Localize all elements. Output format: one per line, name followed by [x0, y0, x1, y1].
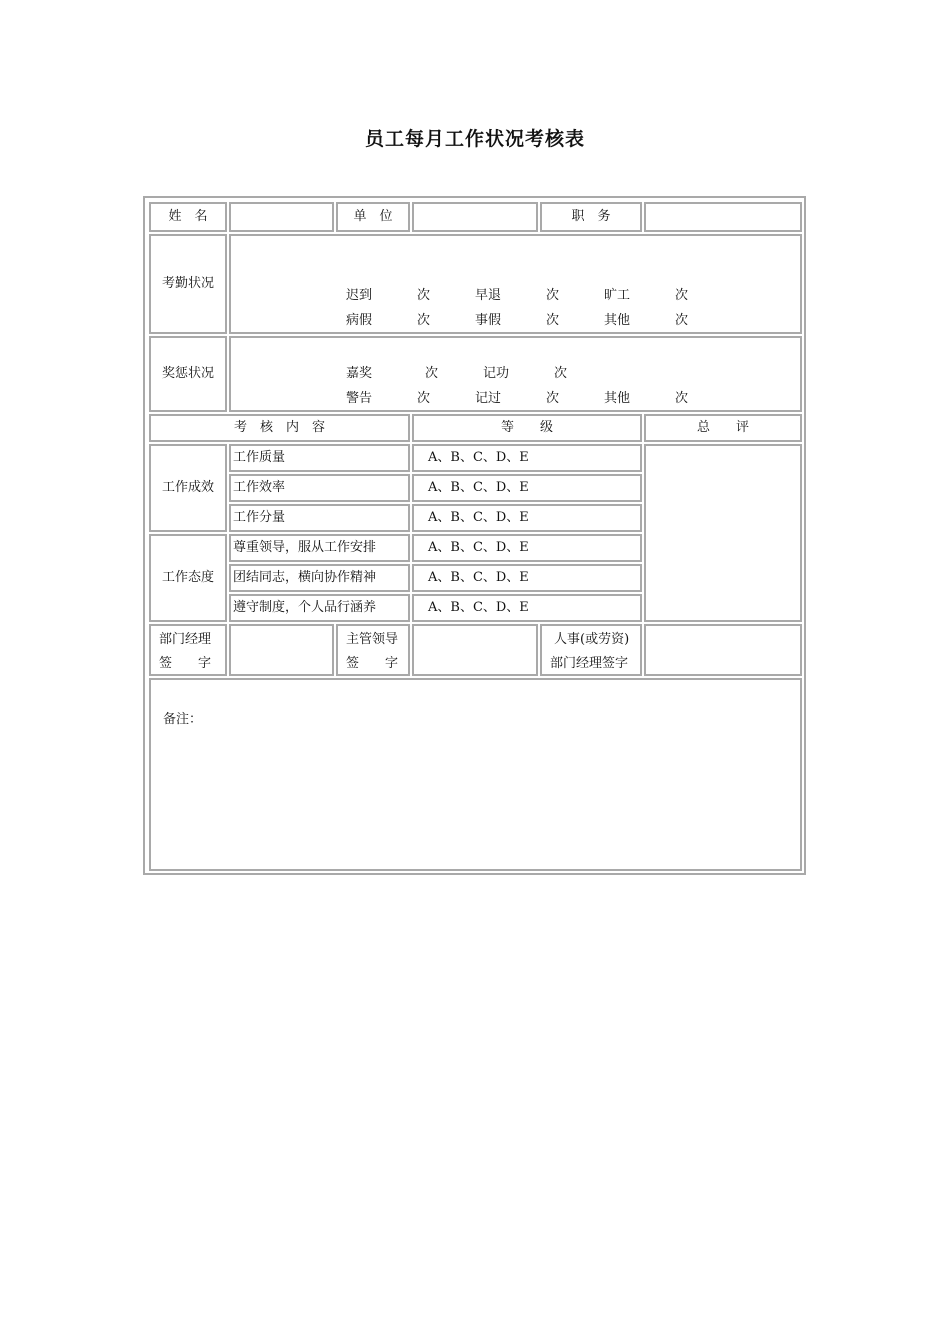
attitude-label: 工作态度: [149, 534, 227, 622]
overall-evaluation-field[interactable]: [644, 444, 802, 622]
hr-label: [540, 624, 642, 676]
grade-quality[interactable]: A、B、C、D、E: [412, 444, 642, 472]
absent-times: 次: [675, 288, 689, 303]
hr-line2: 部门经理签字: [550, 656, 629, 671]
attitude-item-conduct: 遵守制度，个人品行涵养: [229, 594, 410, 622]
absent-label: 旷工: [604, 288, 631, 303]
supervisor-signature[interactable]: [412, 624, 538, 676]
grade-efficiency[interactable]: A、B、C、D、E: [412, 474, 642, 502]
hr-line1: 人事(或劳资): [554, 632, 630, 647]
rewards-label: 奖惩状况: [149, 336, 227, 412]
commendation-times: 次: [425, 366, 439, 381]
assessment-form: [143, 196, 806, 875]
attitude-item-teamwork: 团结同志，横向协作精神: [229, 564, 410, 592]
hr-signature[interactable]: [644, 624, 802, 676]
demerit-label: 记过: [475, 391, 502, 406]
attendance-cell[interactable]: [229, 234, 802, 334]
grade-respect[interactable]: A、B、C、D、E: [412, 534, 642, 562]
attendance-label: 考勤状况: [149, 234, 227, 334]
grade-workload[interactable]: A、B、C、D、E: [412, 504, 642, 532]
warning-label: 警告: [346, 391, 373, 406]
performance-item-workload: 工作分量: [229, 504, 410, 532]
personal-leave-label: 事假: [475, 313, 502, 328]
late-times: 次: [417, 288, 431, 303]
remarks-label: 备注：: [163, 712, 203, 727]
early-leave-label: 早退: [475, 288, 502, 303]
attitude-item-respect: 尊重领导，服从工作安排: [229, 534, 410, 562]
content-header: 考 核 内 容: [149, 414, 410, 442]
position-field[interactable]: [644, 202, 802, 232]
rewards-cell[interactable]: [229, 336, 802, 412]
dept-manager-label: [149, 624, 227, 676]
performance-label: 工作成效: [149, 444, 227, 532]
supervisor-label: [336, 624, 410, 676]
dept-manager-signature[interactable]: [229, 624, 334, 676]
performance-item-quality: 工作质量: [229, 444, 410, 472]
sick-leave-times: 次: [417, 313, 431, 328]
merit-times: 次: [554, 366, 568, 381]
unit-label: 单 位: [336, 202, 410, 232]
other-reward-times: 次: [675, 391, 689, 406]
demerit-times: 次: [546, 391, 560, 406]
dept-manager-line1: 部门经理: [159, 632, 212, 647]
supervisor-line1: 主管领导: [346, 632, 399, 647]
performance-item-efficiency: 工作效率: [229, 474, 410, 502]
remarks-field[interactable]: [149, 678, 802, 871]
grade-header: 等 级: [412, 414, 642, 442]
other-leave-label: 其他: [604, 313, 631, 328]
other-leave-times: 次: [675, 313, 689, 328]
personal-leave-times: 次: [546, 313, 560, 328]
early-leave-times: 次: [546, 288, 560, 303]
unit-field[interactable]: [412, 202, 538, 232]
name-field[interactable]: [229, 202, 334, 232]
overall-header: 总 评: [644, 414, 802, 442]
supervisor-line2: 签 字: [346, 656, 399, 671]
merit-label: 记功: [483, 366, 510, 381]
position-label: 职 务: [540, 202, 642, 232]
sick-leave-label: 病假: [346, 313, 373, 328]
dept-manager-line2: 签 字: [159, 656, 212, 671]
late-label: 迟到: [346, 288, 373, 303]
commendation-label: 嘉奖: [346, 366, 373, 381]
name-label: 姓 名: [149, 202, 227, 232]
grade-teamwork[interactable]: A、B、C、D、E: [412, 564, 642, 592]
page-title: 员工每月工作状况考核表: [364, 128, 585, 150]
grade-conduct[interactable]: A、B、C、D、E: [412, 594, 642, 622]
other-reward-label: 其他: [604, 391, 631, 406]
warning-times: 次: [417, 391, 431, 406]
